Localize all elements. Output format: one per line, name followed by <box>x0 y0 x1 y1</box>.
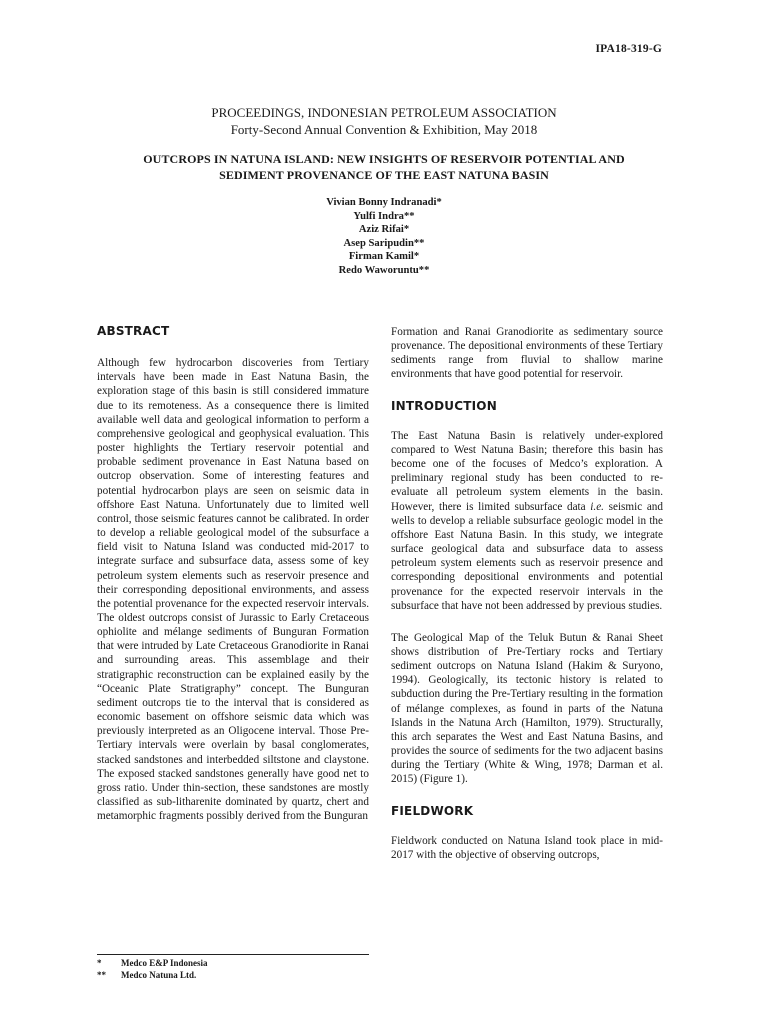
footnote-mark: * <box>97 958 102 968</box>
abstract-heading: ABSTRACT <box>97 324 170 338</box>
author-list <box>0 196 768 278</box>
footnote <box>97 969 369 981</box>
author-name: Aziz Rifai* <box>358 224 410 236</box>
footnote-affiliation: Medco E&P Indonesia <box>121 958 208 968</box>
paper-id: IPA18-319-G <box>595 43 662 55</box>
author-name: Asep Saripudin** <box>343 237 425 249</box>
fieldwork-text: Fieldwork conducted on Natuna Island took place in mid-2017 with the objective of observing outcrops, <box>391 834 663 861</box>
author-name: Redo Waworuntu** <box>338 264 430 276</box>
paper-title-line-1: OUTCROPS IN NATUNA ISLAND: NEW INSIGHTS OF RESERVOIR POTENTIAL AND <box>143 152 625 166</box>
introduction-heading: INTRODUCTION <box>391 398 497 413</box>
footnote-affiliation: Medco Natuna Ltd. <box>121 970 197 980</box>
footnote-mark: ** <box>97 970 106 980</box>
intro-text-after: seismic and wells to develop a reliable subsurface geologic model in the offshore East Natuna Basin. In this study, we integrate surface geological data and subsurface data to assess petroleum system elements such as reservoir presence and corresponding depositional environments and potential provenance for the expected reservoir intervals in the subsurface that have not been addressed by previous studies. <box>391 500 663 612</box>
introduction-paragraph-1 <box>391 429 663 613</box>
introduction-paragraph-2: The Geological Map of the Teluk Butun & Ranai Sheet shows distribution of Pre-Tertiary rocks and Tertiary sediment outcrops on Natuna Island (Hakim & Suryono, 1994). Geologically, its tectonic history is related to subduction during the Pre-Tertiary resulting in the formation of mélange complexes, as found in parts of the Natuna Islands in the Natuna Arch (Hamilton, 1979). Structurally, this arch separates the West and East Natuna Basins, and provides the source of sediments for the two adjacent basins during the Tertiary (White & Wing, 1978; Darman et al. 2015) (Figure 1). <box>391 631 663 786</box>
author-name: Firman Kamil* <box>348 251 420 263</box>
proceedings-title: PROCEEDINGS, INDONESIAN PETROLEUM ASSOCIATION <box>211 105 557 120</box>
footnote <box>97 957 369 969</box>
right-column <box>391 325 663 862</box>
abstract-continuation: Formation and Ranai Granodiorite as sedimentary source provenance. The depositional environments of these Tertiary sediments range from fluvial to shallow marine environments that have good potential for reservoir. <box>391 326 663 381</box>
intro-italic-ie: i.e. <box>590 500 604 513</box>
author-name: Vivian Bonny Indranadi* <box>326 197 442 208</box>
author-name: Yulfi Indra** <box>353 210 415 222</box>
footnotes <box>97 957 369 981</box>
proceedings-header <box>0 104 768 138</box>
paper-title <box>100 151 668 183</box>
left-column <box>97 324 369 823</box>
convention-subtitle: Forty-Second Annual Convention & Exhibition, May 2018 <box>230 122 538 137</box>
footnote-divider <box>97 954 369 955</box>
fieldwork-heading: FIELDWORK <box>391 803 474 818</box>
paper-title-line-2: SEDIMENT PROVENANCE OF THE EAST NATUNA BASIN <box>219 168 549 182</box>
abstract-text: Although few hydrocarbon discoveries from Tertiary intervals have been made in East Natuna Basin, the exploration stage of this basin is still considered immature due to its remoteness. As a consequence there is limited available well data and geological information to perform a comprehensive geological and geophysical evaluation. This poster highlights the Tertiary reservoir potential and probable sediment provenance in East Natuna based on outcrop observation. Some of interesting features and potential hydrocarbon plays are seen on seismic data in offshore East Natuna. Unfortunately due to limited well control, those seismic features cannot be calibrated. In order to develop a reliable geological model of the subsurface a field visit to Natuna Island was conducted mid-2017 to integrate surface and subsurface data, assess some of key petroleum system elements such as reservoir presence and their corresponding depositional environments, and assess the potential provenance for the expected reservoir intervals. The oldest outcrops consist of Jurassic to Early Cretaceous ophiolite and mélange sediments of Bunguran Formation that were intruded by Late Cretaceous Granodiorite in Ranai and surrounding areas. This assemblage and their stratigraphic reconstruction can be explained easily by the “Oceanic Plate Stratigraphy” concept. The Bunguran sediment outcrops tie to the interval that is considered as economic basement on offshore seismic data which was previously interpreted as an Oligocene interval. Those Pre-Tertiary intervals were overlain by basal conglomerates, stacked sandstones and interbedded siltstone and claystone. The exposed stacked sandstones generally have good net to gross ratio. Under thin-section, these sandstones are mostly classified as sub-litharenite dominated by quartz, chert and metamorphic fragments possibly derived from the Bunguran <box>97 357 369 823</box>
intro-text-before: The East Natuna Basin is relatively under-explored compared to West Natuna Basin; therefore this basin has become one of the focuses of Medco’s exploration. A preliminary regional study has been conducted to re-evaluate all petroleum system elements in the basin. However, there is limited subsurface data <box>391 429 663 513</box>
